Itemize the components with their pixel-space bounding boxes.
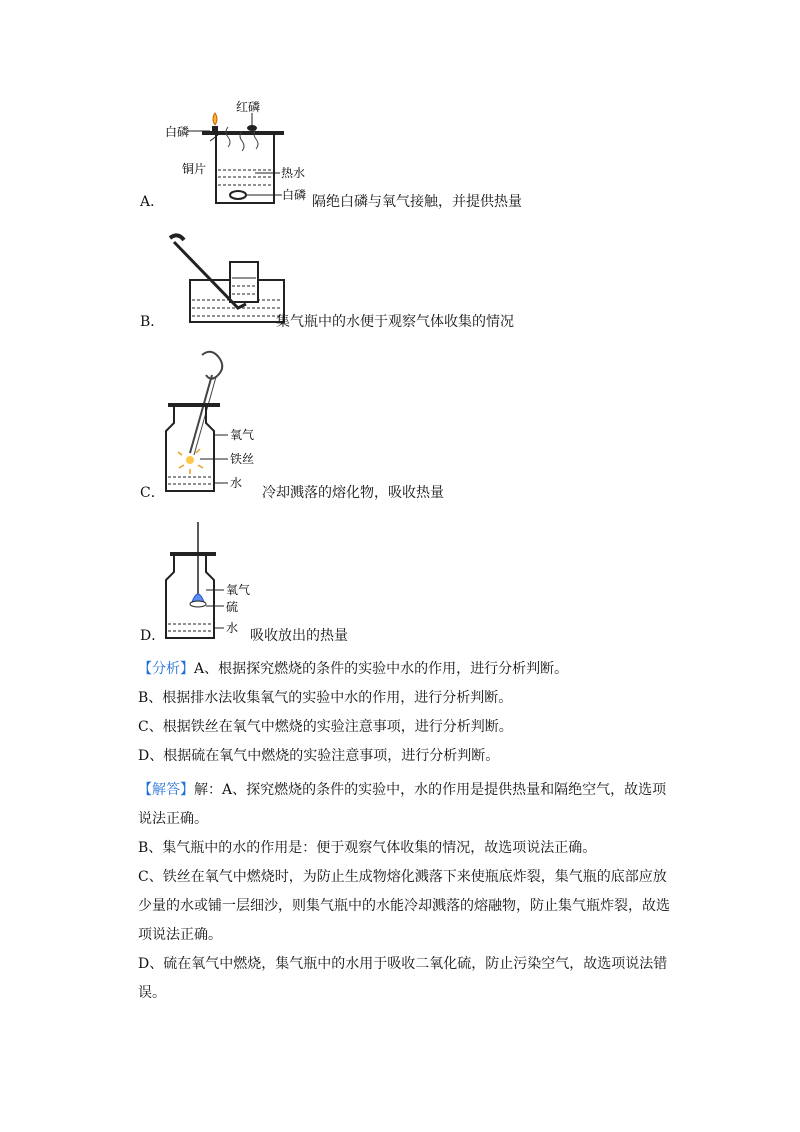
gas-collecting-jar: [230, 262, 258, 302]
option-b-letter: B．: [140, 314, 165, 330]
label-oxygen: 氧气: [230, 428, 255, 442]
figure-b-water-displacement: [160, 230, 290, 325]
analysis-section: [138, 655, 678, 771]
option-c-letter: C．: [140, 485, 165, 501]
label-white-phosphorus-top: 白磷: [165, 125, 190, 139]
option-b-caption: 集气瓶中的水便于观察气体收集的情况: [276, 314, 514, 330]
sparks: [186, 456, 194, 464]
answer-line-8: 误。: [138, 985, 166, 1001]
steam: [226, 127, 230, 147]
label-red-phosphorus: 红磷: [236, 100, 261, 114]
figure-c-iron-wire-combustion: [160, 345, 270, 495]
label-copper-plate: 铜片: [182, 162, 207, 176]
answer-line-4: C、铁丝在氧气中燃烧时，为防止生成物熔化溅落下来使瓶底炸裂，集气瓶的底部应放: [138, 869, 667, 885]
option-c-caption: 冷却溅落的熔化物，吸收热量: [262, 485, 444, 501]
copper-plate: [202, 131, 284, 135]
flame: [213, 113, 217, 125]
analysis-line-2: B、根据排水法收集氧气的实验中水的作用，进行分析判断。: [138, 690, 513, 706]
option-a-letter: A．: [140, 194, 165, 210]
answer-line-6: 项说法正确。: [138, 927, 222, 943]
iron-wire-rod: [190, 375, 212, 453]
white-phosphorus-bottom: [230, 191, 246, 199]
figure-a-combustion-apparatus: [160, 95, 320, 210]
label-oxygen: 氧气: [226, 583, 251, 597]
analysis-tag: 【分析】: [138, 661, 194, 677]
label-iron-wire: 铁丝: [230, 452, 255, 466]
crucible-tongs: [202, 352, 222, 379]
label-water: 水: [230, 476, 243, 490]
option-d-caption: 吸收放出的热量: [250, 628, 348, 644]
gas-jar: [166, 556, 214, 638]
label-sulfur: 硫: [226, 600, 239, 614]
answer-line-1: 【解答】解：A、探究燃烧的条件的实验中，水的作用是提供热量和隔绝空气，故选项: [138, 782, 667, 798]
analysis-line-1: 【分析】A、根据探究燃烧的条件的实验中水的作用，进行分析判断。: [138, 661, 569, 677]
analysis-line-3: C、根据铁丝在氧气中燃烧的实验注意事项，进行分析判断。: [138, 719, 513, 735]
option-d-letter: D．: [140, 628, 166, 644]
answer-line-7: D、硫在氧气中燃烧，集气瓶中的水用于吸收二氧化硫，防止污染空气，故选项说法错: [138, 956, 668, 972]
red-phosphorus: [247, 125, 257, 131]
label-water: 水: [226, 621, 239, 635]
label-hot-water: 热水: [281, 166, 306, 180]
label-white-phosphorus-bottom: 白磷: [282, 188, 307, 202]
glass-plate: [168, 403, 220, 407]
answer-section: [138, 776, 678, 1008]
answer-line-2: 说法正确。: [138, 811, 208, 827]
answer-line-3: B、集气瓶中的水的作用是：便于观察气体收集的情况，故选项说法正确。: [138, 840, 597, 856]
glass-plate: [170, 552, 216, 556]
analysis-line-4: D、根据硫在氧气中燃烧的实验注意事项，进行分析判断。: [138, 748, 500, 764]
sulfur: [190, 601, 206, 607]
white-phosphorus-top: [212, 126, 218, 131]
answer-tag: 【解答】: [138, 782, 194, 798]
option-a-caption: 隔绝白磷与氧气接触，并提供热量: [312, 194, 522, 210]
gas-jar: [166, 407, 214, 491]
figure-d-sulfur-combustion: [160, 520, 260, 645]
answer-line-5: 少量的水或铺一层细沙，则集气瓶中的水能冷却溅落的熔融物，防止集气瓶炸裂，故选: [138, 898, 670, 914]
